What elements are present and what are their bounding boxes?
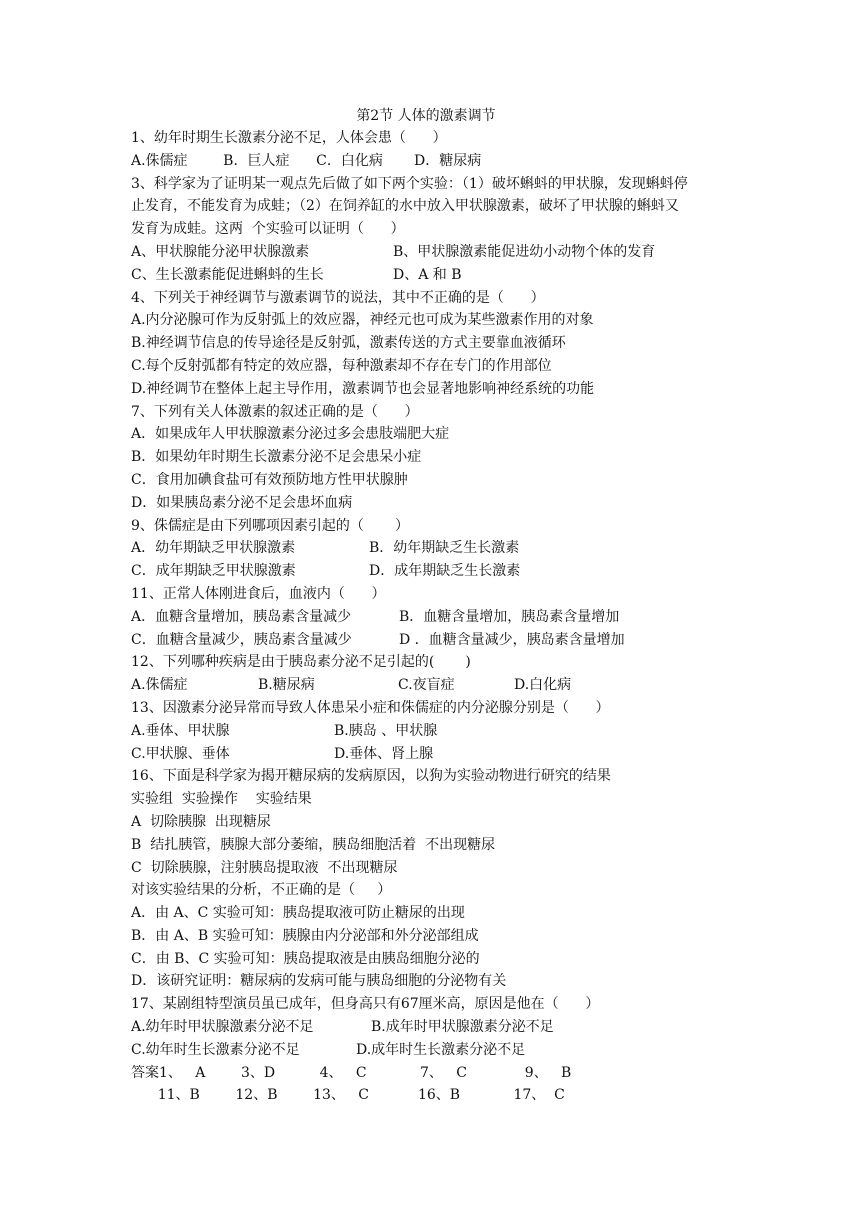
question-11-option-d: D ．血糖含量减少，胰岛素含量增加 [399,631,625,648]
question-17-options-row-2 [131,1039,731,1062]
question-12-stem: 12、下列哪种疾病是由于胰岛素分泌不足引起的( ) [131,654,471,671]
question-9-stem: 9、侏儒症是由下列哪项因素引起的（ ） [131,517,410,534]
question-17-option-c: C.幼年时生长激素分泌不足 [131,1041,300,1058]
question-16-stem-line-2: 实验组 实验操作 实验结果 [131,791,312,808]
question-13-option-c: C.甲状腺、垂体 [131,745,230,762]
question-9-options-row-1 [131,537,731,560]
question-11-option-a: A．血糖含量增加，胰岛素含量减少 [131,608,352,625]
question-13-options-row-1 [131,720,731,743]
question-9-options-row-2 [131,560,731,583]
question-16-stem-line-3: A 切除胰腺 出现糖尿 [131,813,271,830]
question-13-option-d: D.垂体、肾上腺 [334,745,434,762]
question-3-option-c: C、生长激素能促进蝌蚪的生长 [131,266,324,283]
question-4-option-c: C.每个反射弧都有特定的效应器，每种激素却不存在专门的作用部位 [131,357,552,374]
question-16-stem-line-1: 16、下面是科学家为揭开糖尿病的发病原因，以狗为实验动物进行研究的结果 [131,768,611,785]
question-11-options-row-2 [131,629,731,652]
question-16-stem-line-6: 对该实验结果的分析，不正确的是（ ） [131,882,392,899]
question-16-option-b: B．由 A、B 实验可知：胰腺由内分泌部和外分泌部组成 [131,927,479,944]
question-12-option-a: A.侏儒症 [131,677,188,694]
question-4-option-d: D.神经调节在整体上起主导作用，激素调节也会显著地影响神经系统的功能 [131,380,595,397]
question-16-option-c: C．由 B、C 实验可知：胰岛提取液是由胰岛细胞分泌的 [131,950,480,967]
question-16-stem-line-5: C 切除胰腺，注射胰岛提取液 不出现糖尿 [131,859,398,876]
question-3-option-b: B、甲状腺激素能促进幼小动物个体的发育 [393,243,656,260]
question-11-option-c: C．血糖含量减少，胰岛素含量减少 [131,631,352,648]
question-3-options-row-1 [131,241,731,264]
question-9-option-c: C．成年期缺乏甲状腺激素 [131,563,296,580]
question-3-stem-line-1: 3、科学家为了证明某一观点先后做了如下两个实验：（1）破坏蝌蚪的甲状腺，发现蝌蚪停 [131,175,688,192]
question-7-option-a: A．如果成年人甲状腺激素分泌过多会患肢端肥大症 [131,426,450,443]
question-13-stem: 13、因激素分泌异常而导致人体患呆小症和侏儒症的内分泌腺分别是（ ） [131,699,610,716]
question-17-stem: 17、某剧组特型演员虽已成年，但身高只有67厘米高，原因是他在（ ） [131,996,600,1013]
question-9-option-a: A．幼年期缺乏甲状腺激素 [131,540,296,557]
answers-line-1: 答案1、 A 3、D 4、 C 7、 C 9、 B [131,1064,572,1081]
question-3-stem-line-3: 发育为成蛙。这两 个实验可以证明（ ） [131,221,405,238]
question-7-stem: 7、下列有关人体激素的叙述正确的是（ ） [131,403,419,420]
question-9-option-b: B．幼年期缺乏生长激素 [369,540,520,557]
question-11-option-b: B．血糖含量增加，胰岛素含量增加 [399,608,620,625]
question-7-option-c: C．食用加碘食盐可有效预防地方性甲状腺肿 [131,471,408,488]
question-4-option-a: A.内分泌腺可作为反射弧上的效应器，神经元也可成为某些激素作用的对象 [131,312,594,329]
question-13-option-b: B.胰岛 、甲状腺 [334,722,438,739]
question-17-option-d: D.成年时生长激素分泌不足 [356,1041,526,1058]
question-12-option-b: B.糖尿病 [258,677,315,694]
question-1-stem: 1、幼年时期生长激素分泌不足，人体会患（ ） [131,130,447,146]
question-13-options-row-2 [131,743,731,766]
page-title: 第2节 人体的激素调节 [356,108,496,124]
question-3-option-d: D、A 和 B [393,266,462,283]
worksheet-page [131,105,731,1107]
question-4-stem: 4、下列关于神经调节与激素调节的说法，其中不正确的是（ ） [131,289,545,306]
question-4-option-b: B.神经调节信息的传导途径是反射弧，激素传送的方式主要靠血液循环 [131,335,566,352]
question-11-stem: 11、正常人体刚进食后，血液内（ ） [131,585,386,602]
question-3-stem-line-2: 止发育，不能发育为成蛙；（2）在饲养缸的水中放入甲状腺激素，破坏了甲状腺的蝌蚪又 [131,198,679,215]
question-7-option-b: B．如果幼年时期生长激素分泌不足会患呆小症 [131,449,422,466]
question-13-option-a: A.垂体、甲状腺 [131,722,230,739]
question-12-options-row [131,674,731,697]
question-17-option-a: A.幼年时甲状腺激素分泌不足 [131,1019,314,1036]
question-1-options: A.侏儒症 B．巨人症 C．白化病 D．糖尿病 [131,152,482,169]
question-3-option-a: A、甲状腺能分泌甲状腺激素 [131,243,310,260]
question-11-options-row-1 [131,606,731,629]
question-16-option-d: D．该研究证明：糖尿病的发病可能与胰岛细胞的分泌物有关 [131,973,507,990]
question-16-option-a: A．由 A、C 实验可知：胰岛提取液可防止糖尿的出现 [131,905,465,922]
question-17-options-row-1 [131,1016,731,1039]
question-12-option-d: D.白化病 [514,677,572,694]
answers-line-2: 11、B 12、B 13、 C 16、B 17、 C [131,1087,565,1104]
question-9-option-d: D．成年期缺乏生长激素 [369,563,521,580]
question-12-option-c: C.夜盲症 [398,677,455,694]
question-17-option-b: B.成年时甲状腺激素分泌不足 [371,1019,554,1036]
question-16-stem-line-4: B 结扎胰管，胰腺大部分萎缩，胰岛细胞活着 不出现糖尿 [131,836,496,853]
question-7-option-d: D．如果胰岛素分泌不足会患坏血病 [131,494,353,511]
question-3-options-row-2 [131,264,731,287]
